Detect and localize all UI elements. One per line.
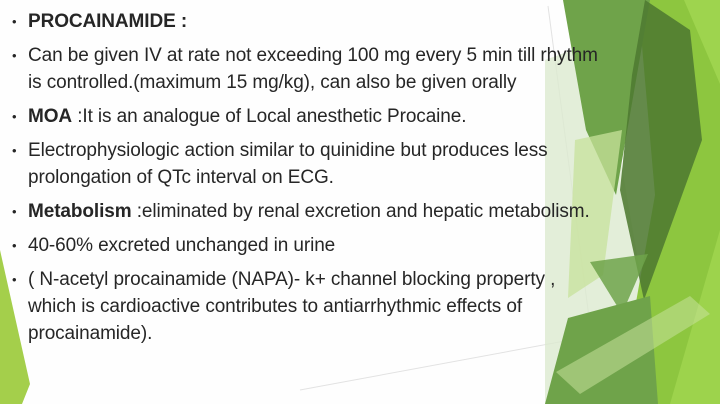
bullet-item xyxy=(12,198,716,225)
bullet-line xyxy=(28,42,716,69)
bullet-line xyxy=(28,164,716,191)
bullet-keyword: MOA xyxy=(28,106,73,127)
bullet-list xyxy=(12,8,716,347)
bullet-line xyxy=(28,320,716,347)
bullet-content xyxy=(28,198,716,225)
bullet-item xyxy=(12,42,716,96)
bullet-text: prolongation of QTc interval on ECG. xyxy=(28,167,334,188)
bullet-dot: • xyxy=(12,109,17,124)
bullet-content xyxy=(28,137,716,191)
bullet-dot: • xyxy=(12,14,17,29)
bullet-content xyxy=(28,103,716,130)
bullet-item xyxy=(12,137,716,191)
bullet-keyword: Metabolism xyxy=(28,201,132,222)
bullet-line xyxy=(28,266,716,293)
bullet-item xyxy=(12,232,716,259)
bullet-text: :It is an analogue of Local anesthetic Procaine. xyxy=(72,106,467,127)
bullet-content xyxy=(28,232,716,259)
bullet-text: 40-60% excreted unchanged in urine xyxy=(28,235,336,256)
bullet-dot: • xyxy=(12,204,17,219)
bullet-text: procainamide). xyxy=(28,323,153,344)
bullet-line xyxy=(28,137,716,164)
bullet-content xyxy=(28,8,716,35)
bullet-text: Can be given IV at rate not exceeding 100 mg every 5 min till rhythm xyxy=(28,45,598,66)
bullet-line xyxy=(28,103,716,130)
bullet-content xyxy=(28,266,716,347)
bullet-line xyxy=(28,293,716,320)
bullet-item xyxy=(12,8,716,35)
bullet-text: Electrophysiologic action similar to quinidine but produces less xyxy=(28,140,548,161)
bullet-item xyxy=(12,103,716,130)
bullet-line xyxy=(28,8,716,35)
bullet-keyword: PROCAINAMIDE : xyxy=(28,11,188,32)
bullet-text: :eliminated by renal excretion and hepatic metabolism. xyxy=(131,201,590,222)
bullet-item xyxy=(12,266,716,347)
bullet-line xyxy=(28,69,716,96)
bullet-dot: • xyxy=(12,143,17,158)
bullet-text: is controlled.(maximum 15 mg/kg), can also be given orally xyxy=(28,72,517,93)
bullet-text: which is cardioactive contributes to antiarrhythmic effects of xyxy=(28,296,523,317)
slide-body-text xyxy=(12,8,716,354)
bullet-line xyxy=(28,232,716,259)
bullet-dot: • xyxy=(12,272,17,287)
bullet-text: ( N-acetyl procainamide (NAPA)- k+ channel blocking property , xyxy=(28,269,556,290)
bullet-line xyxy=(28,198,716,225)
bullet-dot: • xyxy=(12,48,17,63)
bullet-content xyxy=(28,42,716,96)
bullet-dot: • xyxy=(12,238,17,253)
